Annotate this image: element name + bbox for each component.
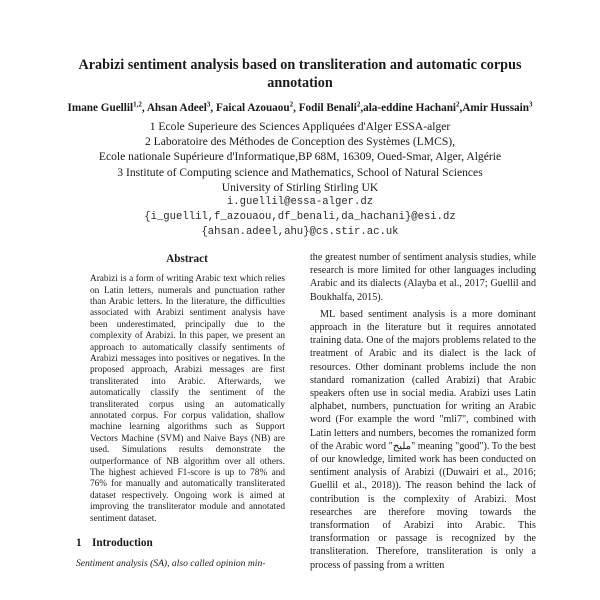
affiliation-line: 2 Laboratoire des Méthodes de Conception des Systèmes (LMCS), (144, 135, 456, 149)
right-paragraph-1: the greatest number of sentiment analysis studies, while research is more limited for other languages including Arabic and its dialects (Alayba et al., 2017; Guellil and Boukhalfa, 2015). (310, 252, 536, 303)
section-number: 1 (76, 537, 82, 550)
introduction-text: Sentiment analysis (SA), also called opinion min- (76, 558, 266, 570)
author-affiliation-marker: 2 (456, 100, 460, 109)
paper-title (60, 56, 540, 92)
affiliation-line: University of Stirling Stirling UK (221, 180, 379, 194)
affiliations (20, 119, 580, 241)
author-name: ala-eddine Hachani (363, 102, 457, 114)
affiliation-line: Ecole nationale Supérieure d'Informatique,BP 68M, 16309, Oued-Smar, Alger, Algérie (98, 150, 502, 164)
email-line: i.guellil@essa-alger.dz (226, 196, 374, 209)
title-line-2: annotation (267, 75, 333, 91)
right-paragraph-2: ML based sentiment analysis is a more dominant approach in the literature but it requires annotated training data. One of the majors problems related to the treatment of Arabic and its dialect is the lack of resources. Other dominant problems include the non standard romanization (called Arabizi) that Arabic speakers often use in social media. Arabizi uses Latin alphabet, numbers, punctuation for writing an Arabic word (For example the word "mli7", combined with Latin letters and numbers, becomes the romanized form of the Arabic word "مليح" meaning "good"). To the best of our knowledge, limited work has been conducted on sentiment analysis of Arabizi ((Duwairi et al., 2016; Guellil et al., 2018)). The reason behind the lack of contribution is the complexity of Arabizi. Most researches are therefore moving towards the transformation of Arabizi into Arabic. This transformation or passage is recognized by the transliteration. Therefore, transliteration is only a process of passing from a written (310, 308, 536, 571)
right-column (310, 251, 536, 572)
left-column (76, 251, 298, 570)
author-separator: , (293, 102, 299, 114)
section-title: Introduction (92, 537, 153, 550)
author-separator: , (210, 102, 216, 114)
affiliation-line: 3 Institute of Computing science and Mathematics, School of Natural Sciences (117, 165, 483, 179)
email-line: {i_guellil,f_azouaou,df_benali,da_hachani}@esi.dz (144, 211, 456, 224)
author-name: Amir Hussain (462, 102, 529, 114)
author-name: Ahsan Adeel (146, 102, 207, 114)
author-affiliation-marker: 2 (356, 100, 361, 109)
author-separator: , (459, 102, 463, 114)
abstract-body: Arabizi is a form of writing Arabic text which relies on Latin letters, numerals and punctuation rather than Arabic letters. In the literature, the difficulties associated with Arabizi sentiment analysis have been underestimated, principally due to the complexity of Arabizi. In this paper, we present an approach to automatically classify sentiments of Arabizi messages into positives or negatives. In the proposed approach, Arabizi messages are first transliterated into Arabic. Afterwards, we automatically classify the sentiment of the transliterated corpus using an automatically annotated corpus. For corpus validation, shallow machine learning algorithms such as Support Vectors Machine (SVM) and Naive Bays (NB) are used. Simulations results demonstrate the outperformance of NB algorithm over all others. The highest achieved F1-score is up to 78% and 76% for manually and automatically transliterated dataset respectively. Ongoing work is aimed at improving the transliterator module and annotated sentiment dataset. (90, 274, 285, 524)
author-list (20, 101, 580, 115)
introduction-heading (76, 537, 298, 549)
title-line-1: Arabizi sentiment analysis based on transliteration and automatic corpus (78, 57, 522, 73)
email-line: {ahsan.adeel,ahu}@cs.stir.ac.uk (201, 226, 399, 239)
author-affiliation-marker: 2 (289, 100, 294, 109)
author-separator: , (360, 102, 364, 114)
author-affiliation-marker: 1,2 (133, 100, 142, 109)
author-affiliation-marker: 3 (206, 100, 211, 109)
author-name: Fodil Benali (298, 102, 357, 114)
affiliation-line: 1 Ecole Superieure des Sciences Appliquées d'Alger ESSA-alger (149, 120, 451, 133)
author-affiliation-marker: 3 (528, 100, 533, 109)
author-name: Imane Guellil (67, 102, 134, 114)
author-separator: , (141, 102, 147, 114)
author-name: Faical Azouaou (215, 102, 290, 114)
abstract-heading: Abstract (166, 253, 208, 265)
